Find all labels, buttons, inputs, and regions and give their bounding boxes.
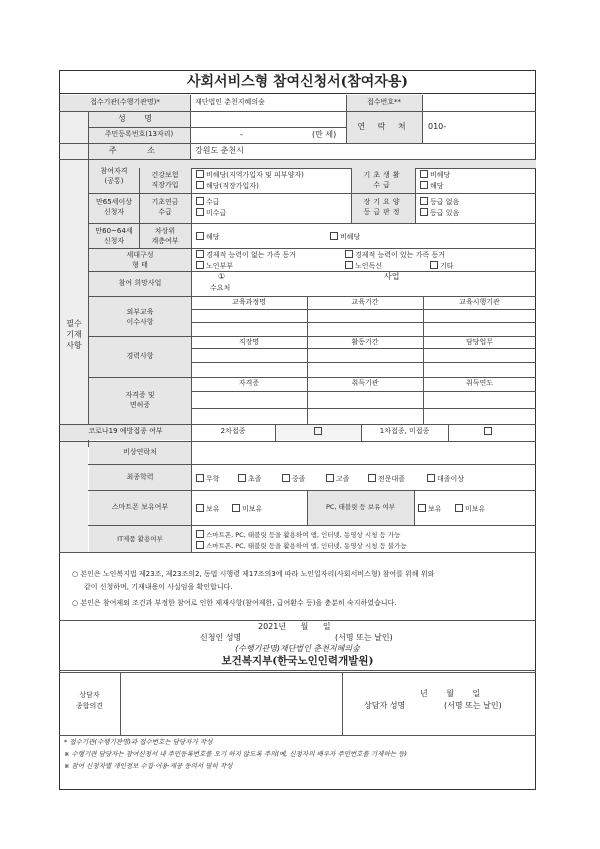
- project-number: ①: [218, 272, 226, 281]
- footnote-2: ※ 수행기관 담당자는 참여신청서 내 주민등록번호를 오기 하지 않도록 주의(예, 신청자의 배우자 주민번호를 기재하는 등): [64, 750, 407, 758]
- edu-opt4: 고졸: [336, 475, 350, 483]
- counselor-date[interactable]: 년 월 일: [420, 689, 481, 698]
- age-label: (만 세): [312, 130, 337, 139]
- it-label: IT제품 활용여부: [117, 535, 163, 543]
- household-opt1: 경제적 능력이 없는 가족 동거: [206, 251, 297, 259]
- basic-opt1: 비해당: [430, 171, 451, 179]
- pension-opt1-checkbox[interactable]: [196, 197, 204, 205]
- smartphone-label: 스마트폰 보유여부: [111, 503, 169, 511]
- priority-opt2: 비해당: [340, 233, 361, 241]
- ministry-name: 보건복지부(한국노인인력개발원): [221, 655, 374, 667]
- it-opt2-checkbox[interactable]: [196, 541, 204, 549]
- ltc-opt2: 등급 있음: [430, 209, 460, 217]
- edu-opt2-checkbox[interactable]: [238, 474, 246, 482]
- address-value[interactable]: 강원도 춘천시: [195, 146, 244, 155]
- smartphone-opt2: 미보유: [242, 505, 263, 513]
- applicant-sign-note[interactable]: (서명 또는 날인): [335, 633, 393, 642]
- household-opt5: 기타: [440, 262, 454, 270]
- agency-value[interactable]: 재단법인 춘천지혜의숲: [195, 98, 265, 106]
- edu-opt1-checkbox[interactable]: [196, 474, 204, 482]
- agency-label: 접수기관(수행기관명)*: [90, 98, 160, 106]
- edu-opt3-checkbox[interactable]: [282, 474, 290, 482]
- it-opt1: 스마트폰, PC, 태블릿 등을 활용하여 앱, 인터넷, 동영상 시청 등 가능: [206, 531, 401, 539]
- edu-opt4-checkbox[interactable]: [326, 474, 334, 482]
- career-col2: 활동기간: [351, 338, 379, 346]
- footnote-1: * 접수기관(수행기관명)과 접수번호는 담당자가 작성: [64, 738, 213, 746]
- license-col3: 취득연도: [465, 379, 494, 387]
- contact-value[interactable]: 010-: [428, 122, 447, 131]
- edu-opt2: 초졸: [248, 475, 262, 483]
- pension-opt1: 수급: [206, 198, 220, 206]
- health-opt2: 해당(직장가입자): [206, 182, 259, 190]
- basic-label: 기초생활 수급: [363, 171, 403, 189]
- career-col1: 직장명: [238, 338, 260, 346]
- license-col2: 취득기관: [351, 379, 379, 387]
- career-col3: 담당업무: [465, 338, 494, 346]
- covid-opt1: 2차접종: [220, 427, 246, 435]
- ltc-opt1-checkbox[interactable]: [420, 197, 428, 205]
- pc-opt1: 보유: [428, 505, 442, 513]
- household-opt3-checkbox[interactable]: [196, 261, 204, 269]
- it-opt1-checkbox[interactable]: [196, 530, 204, 538]
- page-title: 사회서비스형 참여신청서(참여자용): [59, 70, 536, 94]
- edu-opt3: 중졸: [292, 475, 306, 483]
- health-label: 건강보험 직장가입: [151, 171, 179, 189]
- eligibility-label: 참여자격 (공통): [100, 167, 128, 185]
- edu-opt5: 전문대졸: [378, 475, 406, 483]
- receipt-label: 접수번호**: [366, 98, 402, 106]
- education-col3: 교육시행기관: [459, 298, 500, 306]
- education-level-label: 최종학력: [126, 473, 154, 481]
- senior65-label: 만65세이상 신청자: [96, 198, 132, 216]
- it-opt2: 스마트폰, PC, 태블릿 등을 활용하여 앱, 인터넷, 동영상 시청 등 불가능: [206, 542, 407, 550]
- license-label: 자격증 및 면허증: [125, 391, 155, 409]
- edu-opt6-checkbox[interactable]: [427, 474, 435, 482]
- education-col1: 교육과정명: [232, 298, 266, 306]
- basic-opt2-checkbox[interactable]: [420, 181, 428, 189]
- counselor-label: 상담자 종합의견: [75, 691, 104, 710]
- household-opt5-checkbox[interactable]: [430, 261, 438, 269]
- declaration-line1b: 같이 신청하며, 기재내용이 사실임을 확인합니다.: [84, 583, 233, 591]
- contact-label: 연 락 처: [357, 122, 411, 131]
- applicant-label: 신청인 성명: [200, 633, 242, 642]
- health-opt1-checkbox[interactable]: [196, 170, 204, 178]
- pc-opt2: 미보유: [465, 505, 486, 513]
- emergency-label: 비상연락처: [123, 448, 157, 456]
- required-section-label: 필수 기재 사항: [66, 319, 82, 350]
- education-col2: 교육기간: [351, 298, 379, 306]
- ltc-opt1: 등급 없음: [430, 198, 460, 206]
- education-label: 외부교육 이수사항: [126, 308, 154, 326]
- edu-opt6: 대졸이상: [437, 475, 465, 483]
- pension-label: 기초연금 수급: [151, 198, 179, 216]
- smartphone-opt1: 보유: [206, 505, 220, 513]
- priority-label: 차상위 계층여부: [151, 227, 179, 245]
- edu-opt5-checkbox[interactable]: [368, 474, 376, 482]
- senior60-label: 만60~64세 신청자: [95, 227, 133, 245]
- household-opt2: 경제적 능력이 있는 가족 동거: [355, 251, 446, 259]
- covid-opt2: 1차접종, 미접종: [379, 427, 430, 435]
- pension-opt2-checkbox[interactable]: [196, 208, 204, 216]
- license-col1: 자격증: [238, 379, 260, 387]
- health-opt1: 비해당(지역가입자 및 피부양자): [206, 171, 304, 179]
- desired-project-label: 참여 희망사업: [118, 279, 162, 287]
- priority-opt1: 해당: [206, 233, 220, 241]
- health-opt2-checkbox[interactable]: [196, 181, 204, 189]
- sign-date[interactable]: 2021년 월 일: [258, 622, 331, 631]
- household-opt1-checkbox[interactable]: [196, 250, 204, 258]
- household-opt4: 노인독신: [355, 262, 383, 270]
- name-label: 성 명: [118, 114, 160, 123]
- counselor-sign-note[interactable]: (서명 또는 날인): [444, 701, 502, 710]
- pc-label: PC, 태블릿 등 보유 여부: [325, 503, 396, 511]
- project-value[interactable]: 수요처: [210, 284, 231, 292]
- household-opt3: 노인부부: [206, 262, 234, 270]
- declaration-line2: ○ 본인은 참여제외 조건과 부정한 참여로 인한 제재사항(참여제한, 급여환수 등)을 충분히 숙지하였습니다.: [72, 599, 397, 607]
- ltc-opt2-checkbox[interactable]: [420, 208, 428, 216]
- project-header: 사업: [384, 272, 400, 281]
- counselor-name-label: 상담자 성명: [364, 701, 406, 710]
- covid-opt2-checkbox[interactable]: [484, 427, 492, 435]
- smartphone-opt2-checkbox[interactable]: [232, 504, 240, 512]
- smartphone-opt1-checkbox[interactable]: [196, 504, 204, 512]
- household-opt4-checkbox[interactable]: [345, 261, 353, 269]
- rrn-dash: -: [240, 130, 243, 139]
- edu-opt1: 무학: [206, 475, 220, 483]
- covid-label: 코로나19 예방접종 여부: [88, 427, 163, 435]
- priority-opt2-checkbox[interactable]: [330, 232, 338, 240]
- agency-sign: (수행기관명)재단법인 춘천지혜의숲: [235, 644, 360, 653]
- address-label: 주 소: [109, 146, 169, 155]
- basic-opt2: 해당: [430, 182, 444, 190]
- rrn-label: 주민등록번호(13자리): [104, 130, 174, 138]
- pc-opt1-checkbox[interactable]: [418, 504, 426, 512]
- covid-opt1-checkbox[interactable]: [314, 427, 322, 435]
- footnote-3: ※ 참여 신청자별 개인정보 수집·이용·제공 동의서 필히 작성: [64, 762, 233, 770]
- declaration-line1a: ○ 본인은 노인복지법 제23조, 제23조의2, 동법 시행령 제17조의3에 따라 노인일자리(사회서비스형) 참여를 위해 위와: [72, 570, 435, 578]
- pc-opt2-checkbox[interactable]: [455, 504, 463, 512]
- basic-opt1-checkbox[interactable]: [420, 170, 428, 178]
- household-label: 세대구성 형 태: [126, 251, 154, 269]
- household-opt2-checkbox[interactable]: [345, 250, 353, 258]
- priority-opt1-checkbox[interactable]: [196, 232, 204, 240]
- ltc-label: 장기요양 등급판정: [363, 198, 403, 216]
- pension-opt2: 미수급: [206, 209, 227, 217]
- career-label: 경력사항: [126, 352, 154, 360]
